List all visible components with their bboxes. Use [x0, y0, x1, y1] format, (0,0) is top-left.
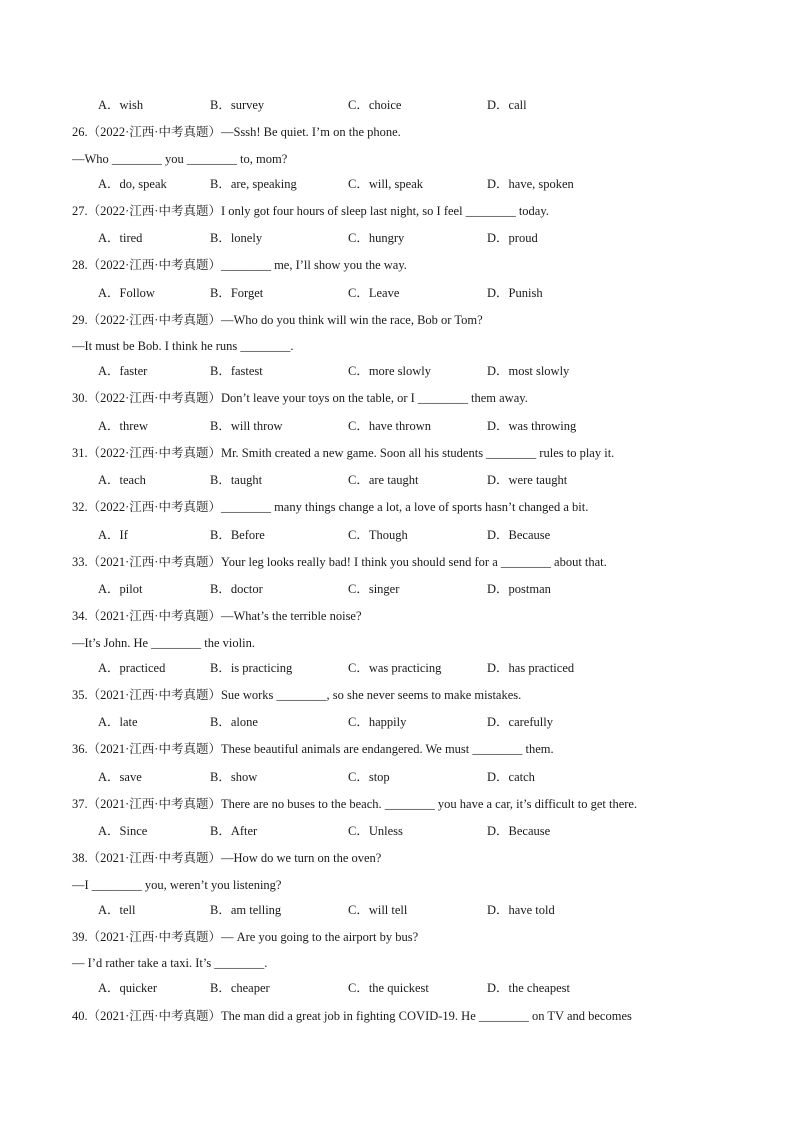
option-a: A．If [98, 528, 128, 542]
option-b: B．is practicing [210, 661, 293, 675]
option-b: B．taught [210, 473, 263, 487]
options-row [72, 579, 732, 599]
option-a: A．save [98, 770, 142, 784]
option-b: B．doctor [210, 582, 263, 596]
option-c: C．have thrown [348, 419, 431, 433]
options-row [72, 416, 732, 436]
options-row-prev [72, 95, 732, 115]
option-d: D．Because [487, 824, 551, 838]
option-c: C．will, speak [348, 177, 423, 191]
option-a: A．do, speak [98, 177, 167, 191]
question-stem: 31.（2022·江西·中考真题）Mr. Smith created a new game. Soon all his students ________ rules to play it. [72, 446, 615, 460]
question-stem: 27.（2022·江西·中考真题）I only got four hours of sleep last night, so I feel ________ today. [72, 204, 549, 218]
question-stem: 35.（2021·江西·中考真题）Sue works ________, so she never seems to make mistakes. [72, 688, 522, 702]
options-row [72, 174, 732, 194]
options-row [72, 821, 732, 841]
question-stem: 32.（2022·江西·中考真题）________ many things change a lot, a love of sports hasn’t changed a bit. [72, 500, 589, 514]
question-stem: 36.（2021·江西·中考真题）These beautiful animals are endangered. We must ________ them. [72, 742, 554, 756]
option-c: C．more slowly [348, 364, 431, 378]
question-stem: 29.（2022·江西·中考真题）—Who do you think will win the race, Bob or Tom? [72, 313, 483, 327]
option-a: A．late [98, 715, 138, 729]
option-c: C．choice [348, 98, 402, 112]
option-a: A．threw [98, 419, 148, 433]
question-stem: 38.（2021·江西·中考真题）—How do we turn on the oven? [72, 851, 382, 865]
question-stem: 40.（2021·江西·中考真题）The man did a great job in fighting COVID-19. He ________ on TV and becomes [72, 1009, 632, 1023]
option-c: C．was practicing [348, 661, 442, 675]
option-d: D．the cheapest [487, 981, 570, 995]
option-d: D．call [487, 98, 527, 112]
options-row [72, 525, 732, 545]
options-row [72, 361, 732, 381]
option-a: A．pilot [98, 582, 143, 596]
option-d: D．carefully [487, 715, 553, 729]
option-d: D．catch [487, 770, 535, 784]
option-a: A．tired [98, 231, 143, 245]
question-dialogue-line: —I ________ you, weren’t you listening? [72, 878, 282, 892]
options-row [72, 900, 732, 920]
option-b: B．am telling [210, 903, 282, 917]
option-d: D．was throwing [487, 419, 577, 433]
option-a: A．faster [98, 364, 148, 378]
option-b: B．survey [210, 98, 265, 112]
option-b: B．Forget [210, 286, 264, 300]
question-stem: 26.（2022·江西·中考真题）—Sssh! Be quiet. I’m on the phone. [72, 125, 401, 139]
options-row [72, 978, 732, 998]
options-row [72, 228, 732, 248]
question-stem: 33.（2021·江西·中考真题）Your leg looks really bad! I think you should send for a ________ about that. [72, 555, 607, 569]
option-b: B．Before [210, 528, 265, 542]
option-c: C．Leave [348, 286, 400, 300]
option-c: C．will tell [348, 903, 408, 917]
option-d: D．proud [487, 231, 538, 245]
question-stem: 30.（2022·江西·中考真题）Don’t leave your toys on the table, or I ________ them away. [72, 391, 528, 405]
option-a: A．wish [98, 98, 144, 112]
option-d: D．has practiced [487, 661, 575, 675]
option-c: C．stop [348, 770, 390, 784]
option-c: C．Unless [348, 824, 403, 838]
options-row [72, 767, 732, 787]
option-d: D．were taught [487, 473, 568, 487]
option-a: A．tell [98, 903, 136, 917]
question-stem: 39.（2021·江西·中考真题）— Are you going to the airport by bus? [72, 930, 419, 944]
question-stem: 28.（2022·江西·中考真题）________ me, I’ll show you the way. [72, 258, 407, 272]
option-d: D．have, spoken [487, 177, 574, 191]
option-a: A．Follow [98, 286, 155, 300]
question-dialogue-line: —It must be Bob. I think he runs ________. [72, 339, 294, 353]
option-c: C．the quickest [348, 981, 429, 995]
option-a: A．teach [98, 473, 146, 487]
option-a: A．Since [98, 824, 148, 838]
option-d: D．Punish [487, 286, 543, 300]
options-row [72, 470, 732, 490]
option-b: B．cheaper [210, 981, 270, 995]
option-c: C．hungry [348, 231, 405, 245]
option-b: B．will throw [210, 419, 283, 433]
option-a: A．practiced [98, 661, 166, 675]
question-dialogue-line: —It’s John. He ________ the violin. [72, 636, 255, 650]
options-row [72, 658, 732, 678]
option-c: C．singer [348, 582, 400, 596]
question-stem: 34.（2021·江西·中考真题）—What’s the terrible noise? [72, 609, 362, 623]
question-dialogue-line: —Who ________ you ________ to, mom? [72, 152, 288, 166]
option-c: C．happily [348, 715, 407, 729]
question-stem: 37.（2021·江西·中考真题）There are no buses to the beach. ________ you have a car, it’s difficult to get there. [72, 797, 638, 811]
option-b: B．are, speaking [210, 177, 297, 191]
option-b: B．After [210, 824, 258, 838]
option-d: D．have told [487, 903, 555, 917]
option-d: D．Because [487, 528, 551, 542]
option-b: B．lonely [210, 231, 263, 245]
option-c: C．are taught [348, 473, 419, 487]
options-row [72, 712, 732, 732]
option-b: B．show [210, 770, 258, 784]
option-d: D．most slowly [487, 364, 570, 378]
option-d: D．postman [487, 582, 551, 596]
option-b: B．alone [210, 715, 258, 729]
option-c: C．Though [348, 528, 408, 542]
question-dialogue-line: — I’d rather take a taxi. It’s ________. [72, 956, 268, 970]
option-b: B．fastest [210, 364, 263, 378]
options-row [72, 283, 732, 303]
option-a: A．quicker [98, 981, 158, 995]
